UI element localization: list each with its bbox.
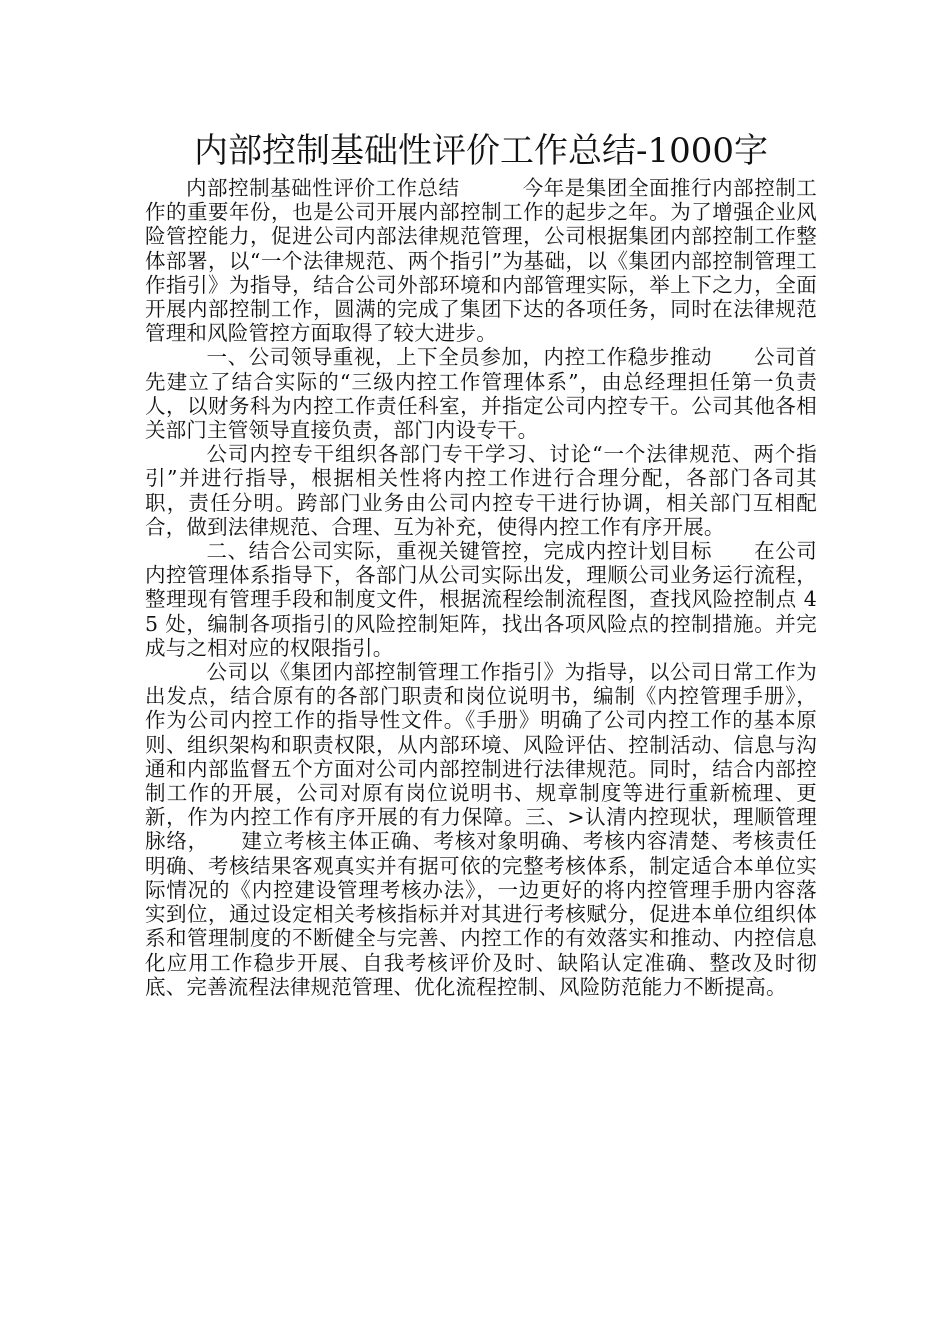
document-page: [145, 128, 817, 999]
paragraph-section-two: 二、结合公司实际，重视关键管控，完成内控计划目标 在公司内控管理体系指导下，各部门从公司实际出发，理顺公司业务运行流程，整理现有管理手段和制度文件，根据流程绘制流程图，查找风险控制点 45 处，编制各项指引的风险控制矩阵，找出各项风险点的控制措施。并完成与之相对应的权限指引。: [145, 539, 817, 660]
paragraph-intro: 内部控制基础性评价工作总结 今年是集团全面推行内部控制工作的重要年份，也是公司开展内部控制工作的起步之年。为了增强企业风险管控能力，促进公司内部法律规范管理，公司根据集团内部控制工作整体部署，以“一个法律规范、两个指引”为基础，以《集团内部控制管理工作指引》为指导，结合公司外部环境和内部管理实际，举上下之力，全面开展内部控制工作，圆满的完成了集团下达的各项任务，同时在法律规范管理和风险管控方面取得了较大进步。: [145, 176, 817, 346]
document-title: 内部控制基础性评价工作总结-1000字: [193, 131, 768, 171]
paragraph-manual-and-assessment: 公司以《集团内部控制管理工作指引》为指导，以公司日常工作为出发点，结合原有的各部门职责和岗位说明书，编制《内控管理手册》，作为公司内控工作的指导性文件。《手册》明确了公司内控工作的基本原则、组织架构和职责权限，从内部环境、风险评估、控制活动、信息与沟通和内部监督五个方面对公司内部控制进行法律规范。同时，结合内部控制工作的开展，公司对原有岗位说明书、规章制度等进行重新梳理、更新，作为内控工作有序开展的有力保障。三、>认清内控现状，理顺管理脉络， 建立考核主体正确、考核对象明确、考核内容清楚、考核责任明确、考核结果客观真实并有据可依的完整考核体系，制定适合本单位实际情况的《内控建设管理考核办法》，一边更好的将内控管理手册内容落实到位，通过设定相关考核指标并对其进行考核赋分，促进本单位组织体系和管理制度的不断健全与完善、内控工作的有效落实和推动、内控信息化应用工作稳步开展、自我考核评价及时、缺陷认定准确、整改及时彻底、完善流程法律规范管理、优化流程控制、风险防范能力不断提高。: [145, 660, 817, 999]
paragraph-coordination: 公司内控专干组织各部门专干学习、讨论“一个法律规范、两个指引”并进行指导，根据相关性将内控工作进行合理分配，各部门各司其职，责任分明。跨部门业务由公司内控专干进行协调，相关部门互相配合，做到法律规范、合理、互为补充，使得内控工作有序开展。: [145, 442, 817, 539]
paragraph-section-one: 一、公司领导重视，上下全员参加，内控工作稳步推动 公司首先建立了结合实际的“三级内控工作管理体系”，由总经理担任第一负责人，以财务科为内控工作责任科室，并指定公司内控专干。公司其他各相关部门主管领导直接负责，部门内设专干。: [145, 345, 817, 443]
